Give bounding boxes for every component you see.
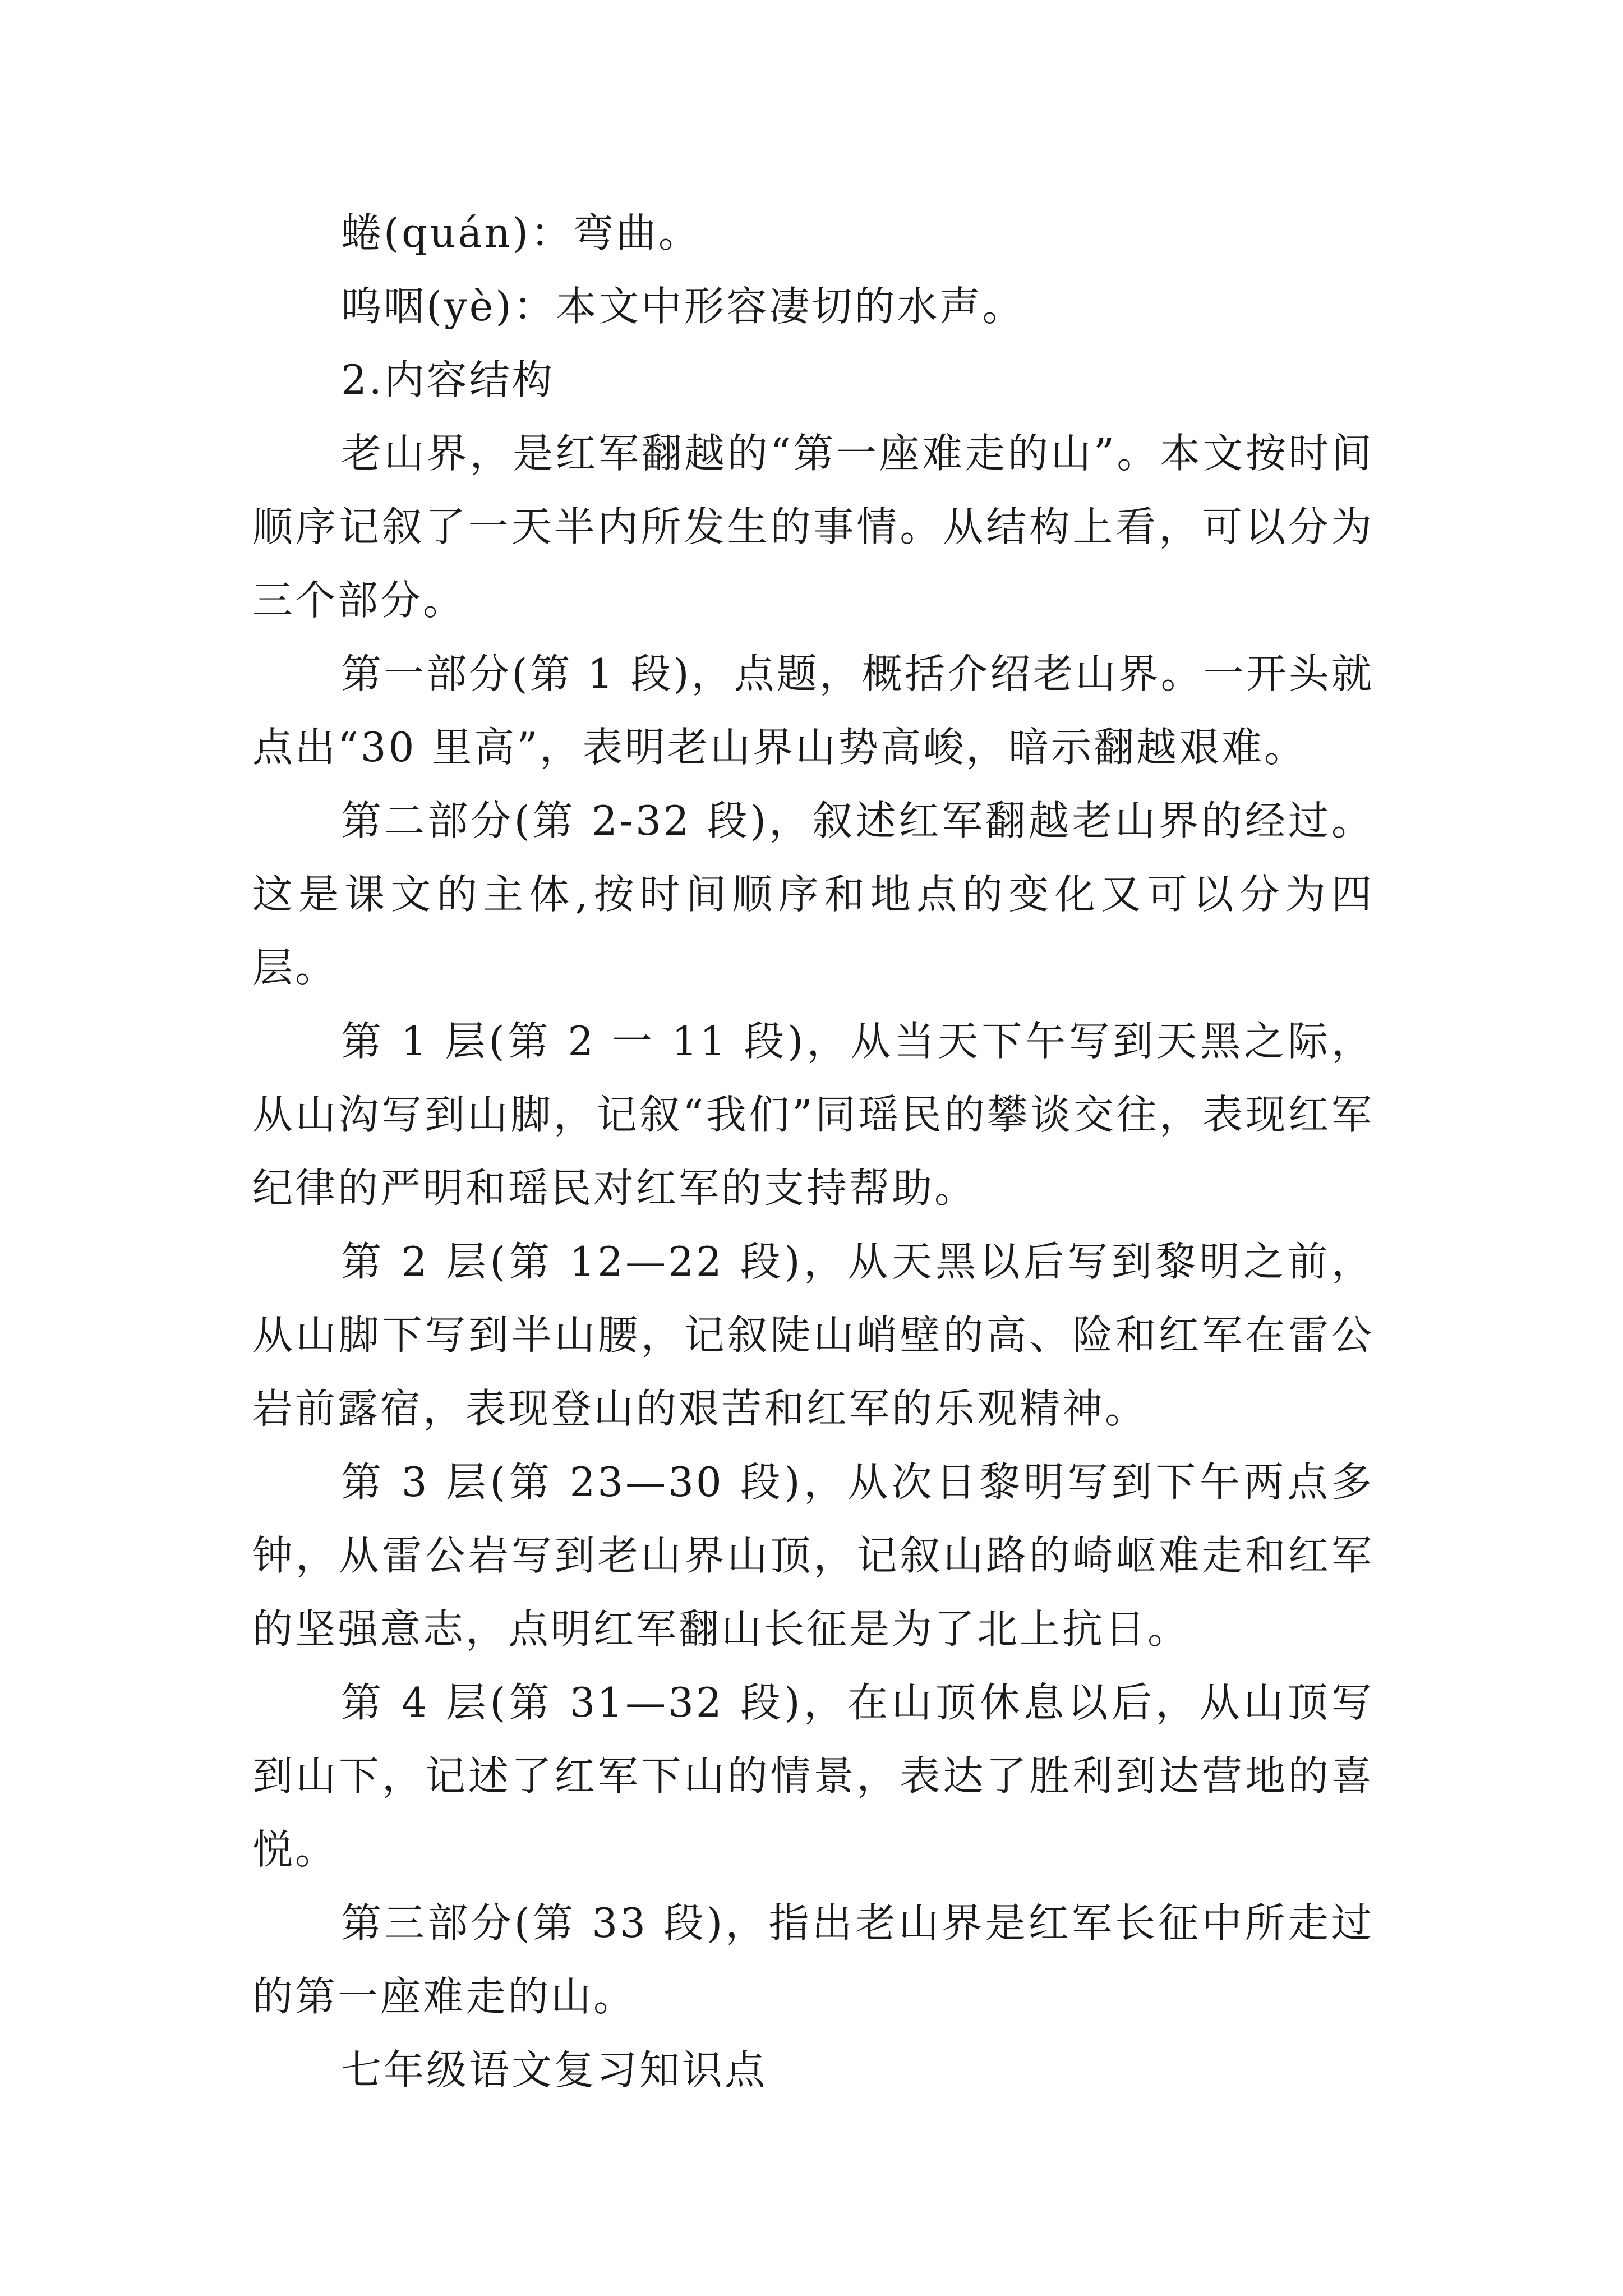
paragraph-layer-one: 第 1 层(第 2 一 11 段)，从当天下午写到天黑之际，从山沟写到山脚，记叙“我们”同瑶民的攀谈交往，表现红军纪律的严明和瑶民对红军的支持帮助。: [252, 1018, 1374, 1212]
paragraph-part-three: 第三部分(第 33 段)，指出老山界是红军长征中所走过的第一座难走的山。: [252, 1899, 1374, 2020]
paragraph-layer-four: 第 4 层(第 31—32 段)，在山顶休息以后，从山顶写到山下，记述了红军下山的情景，表达了胜利到达营地的喜悦。: [252, 1679, 1374, 1873]
paragraph-intro: 老山界，是红军翻越的“第一座难走的山”。本文按时间顺序记叙了一天半内所发生的事情。从结构上看，可以分为三个部分。: [252, 430, 1374, 624]
paragraph-vocab-ye: 呜咽(yè)：本文中形容凄切的水声。: [341, 283, 1025, 330]
paragraph-layer-two: 第 2 层(第 12—22 段)，从天黑以后写到黎明之前，从山脚下写到半山腰，记叙陡山峭壁的高、险和红军在雷公岩前露宿，表现登山的艰苦和红军的乐观精神。: [252, 1238, 1374, 1432]
paragraph-layer-three: 第 3 层(第 23—30 段)，从次日黎明写到下午两点多钟，从雷公岩写到老山界山顶，记叙山路的崎岖难走和红军的坚强意志，点明红军翻山长征是为了北上抗日。: [252, 1458, 1374, 1653]
section-heading-structure: 2.内容结构: [341, 356, 555, 403]
paragraph-part-two: 第二部分(第 2-32 段)，叙述红军翻越老山界的经过。这是课文的主体,按时间顺序和地点的变化又可以分为四层。: [252, 797, 1374, 991]
paragraph-vocab-quan: 蜷(quán)：弯曲。: [341, 209, 701, 256]
paragraph-part-one: 第一部分(第 1 段)，点题，概括介绍老山界。一开头就点出“30 里高”，表明老山界山势高峻，暗示翻越艰难。: [252, 650, 1374, 771]
document-body: [252, 196, 1374, 2107]
section-heading-review: 七年级语文复习知识点: [341, 2046, 768, 2093]
